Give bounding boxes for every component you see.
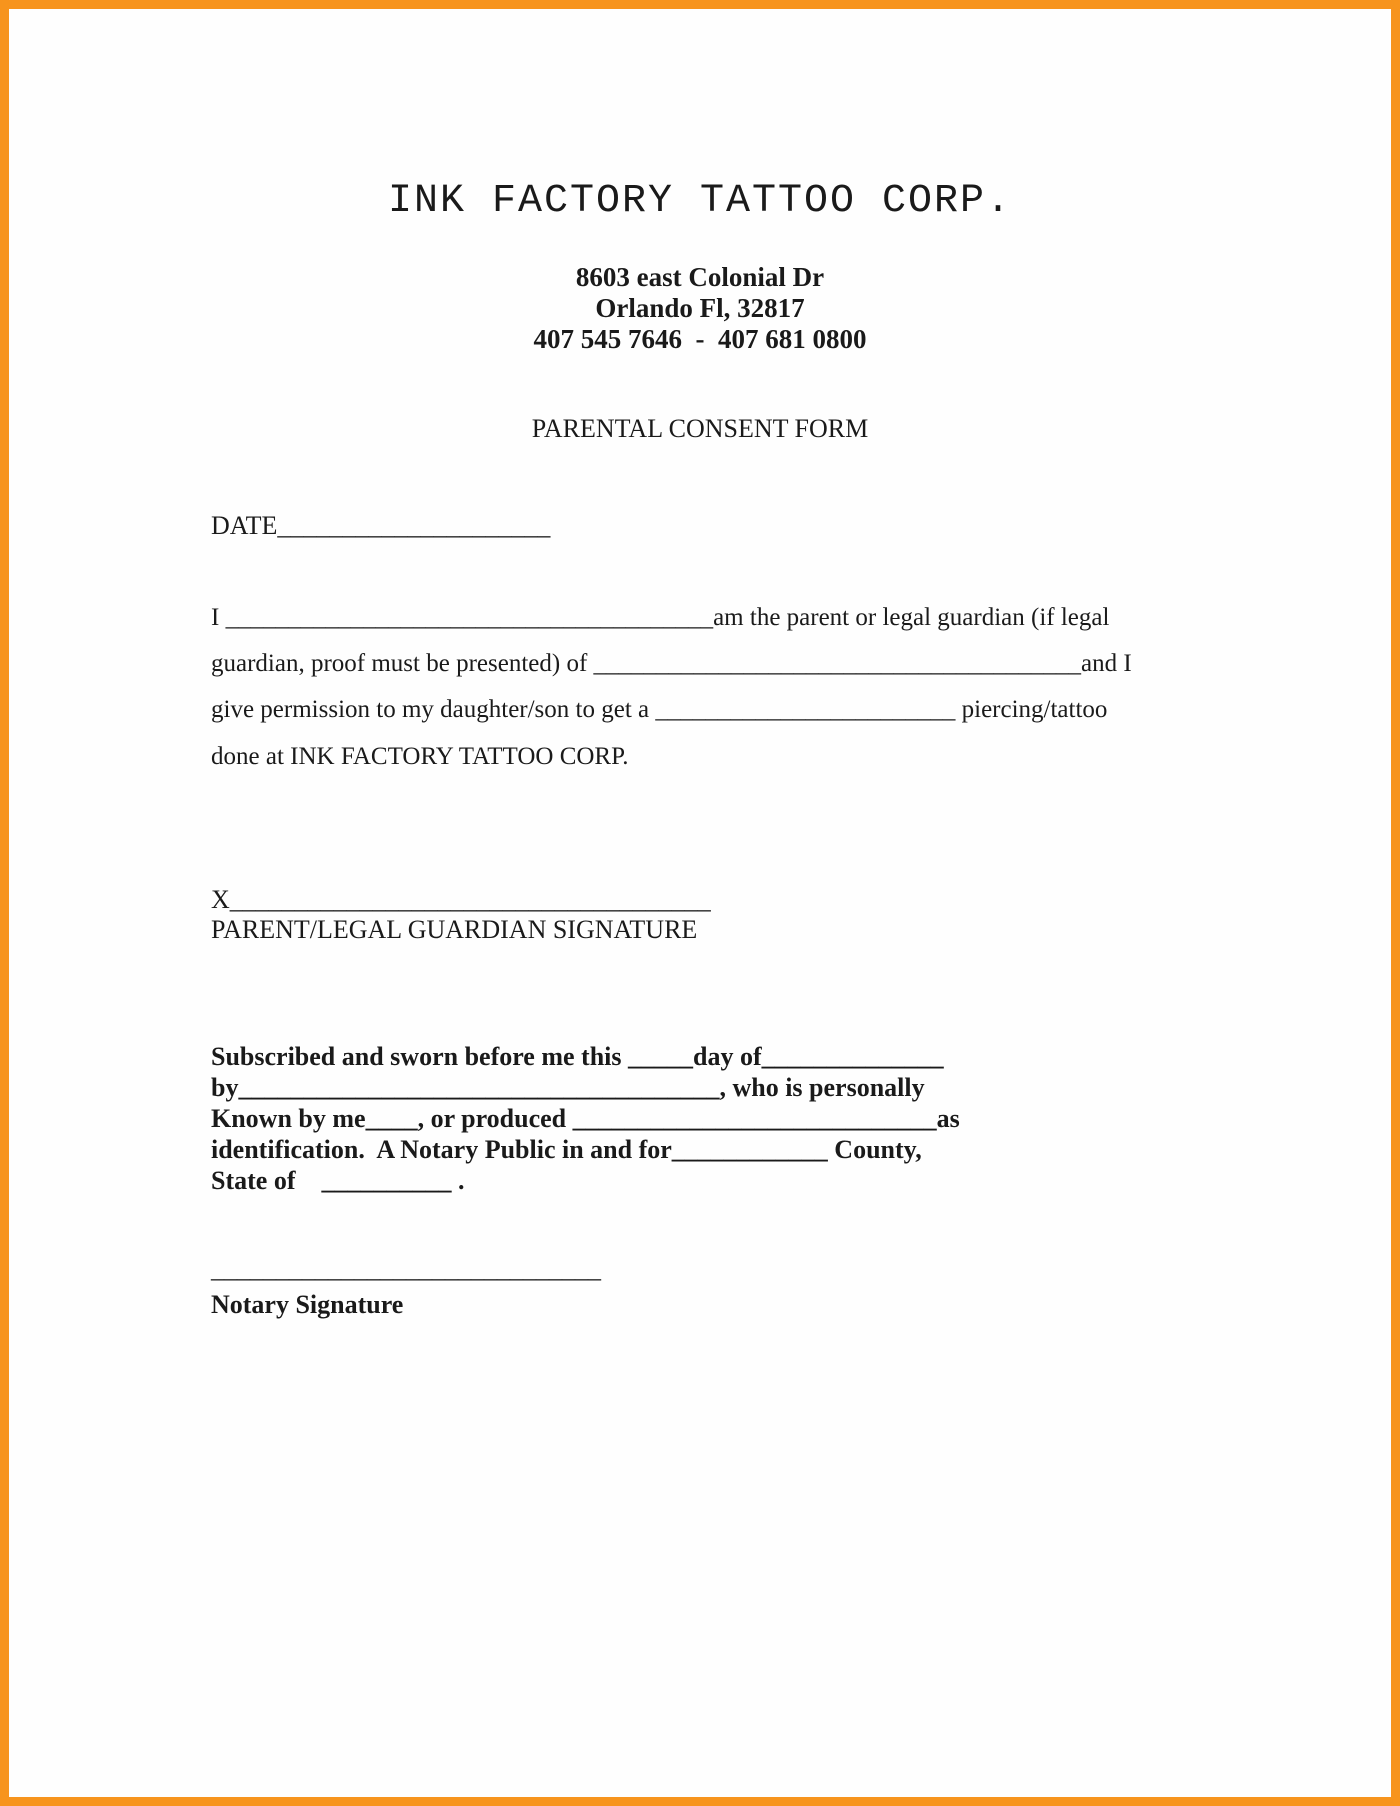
notary-signature-label: Notary Signature — [211, 1290, 404, 1319]
notary-line-4: identification. A Notary Public in and for____________ County, — [211, 1135, 922, 1164]
notary-signature-line: ______________________________ — [211, 1254, 601, 1283]
date-field: DATE_____________________ — [211, 511, 551, 540]
notary-line-5: State of __________ . — [211, 1166, 465, 1195]
address-line-2: Orlando Fl, 32817 — [595, 293, 805, 323]
consent-line-3: give permission to my daughter/son to get a ________________________ piercing/tattoo — [211, 696, 1108, 723]
notary-line-3: Known by me____, or produced ____________________________as — [211, 1104, 960, 1133]
notary-line-2: by_____________________________________, who is personally — [211, 1073, 925, 1102]
notary-line-1: Subscribed and sworn before me this _____day of______________ — [211, 1042, 944, 1071]
parent-signature-label: PARENT/LEGAL GUARDIAN SIGNATURE — [211, 915, 698, 944]
consent-line-2: guardian, proof must be presented) of _______________________________________and I — [211, 650, 1132, 677]
consent-line-1: I _______________________________________am the parent or legal guardian (if legal — [211, 604, 1110, 631]
parent-signature-line: X_____________________________________ — [211, 885, 711, 914]
phone-numbers: 407 545 7646 - 407 681 0800 — [533, 324, 867, 354]
company-name: INK FACTORY TATTOO CORP. — [387, 179, 1013, 224]
address-line-1: 8603 east Colonial Dr — [575, 262, 825, 292]
consent-line-4: done at INK FACTORY TATTOO CORP. — [211, 743, 629, 770]
form-title: PARENTAL CONSENT FORM — [531, 414, 869, 443]
